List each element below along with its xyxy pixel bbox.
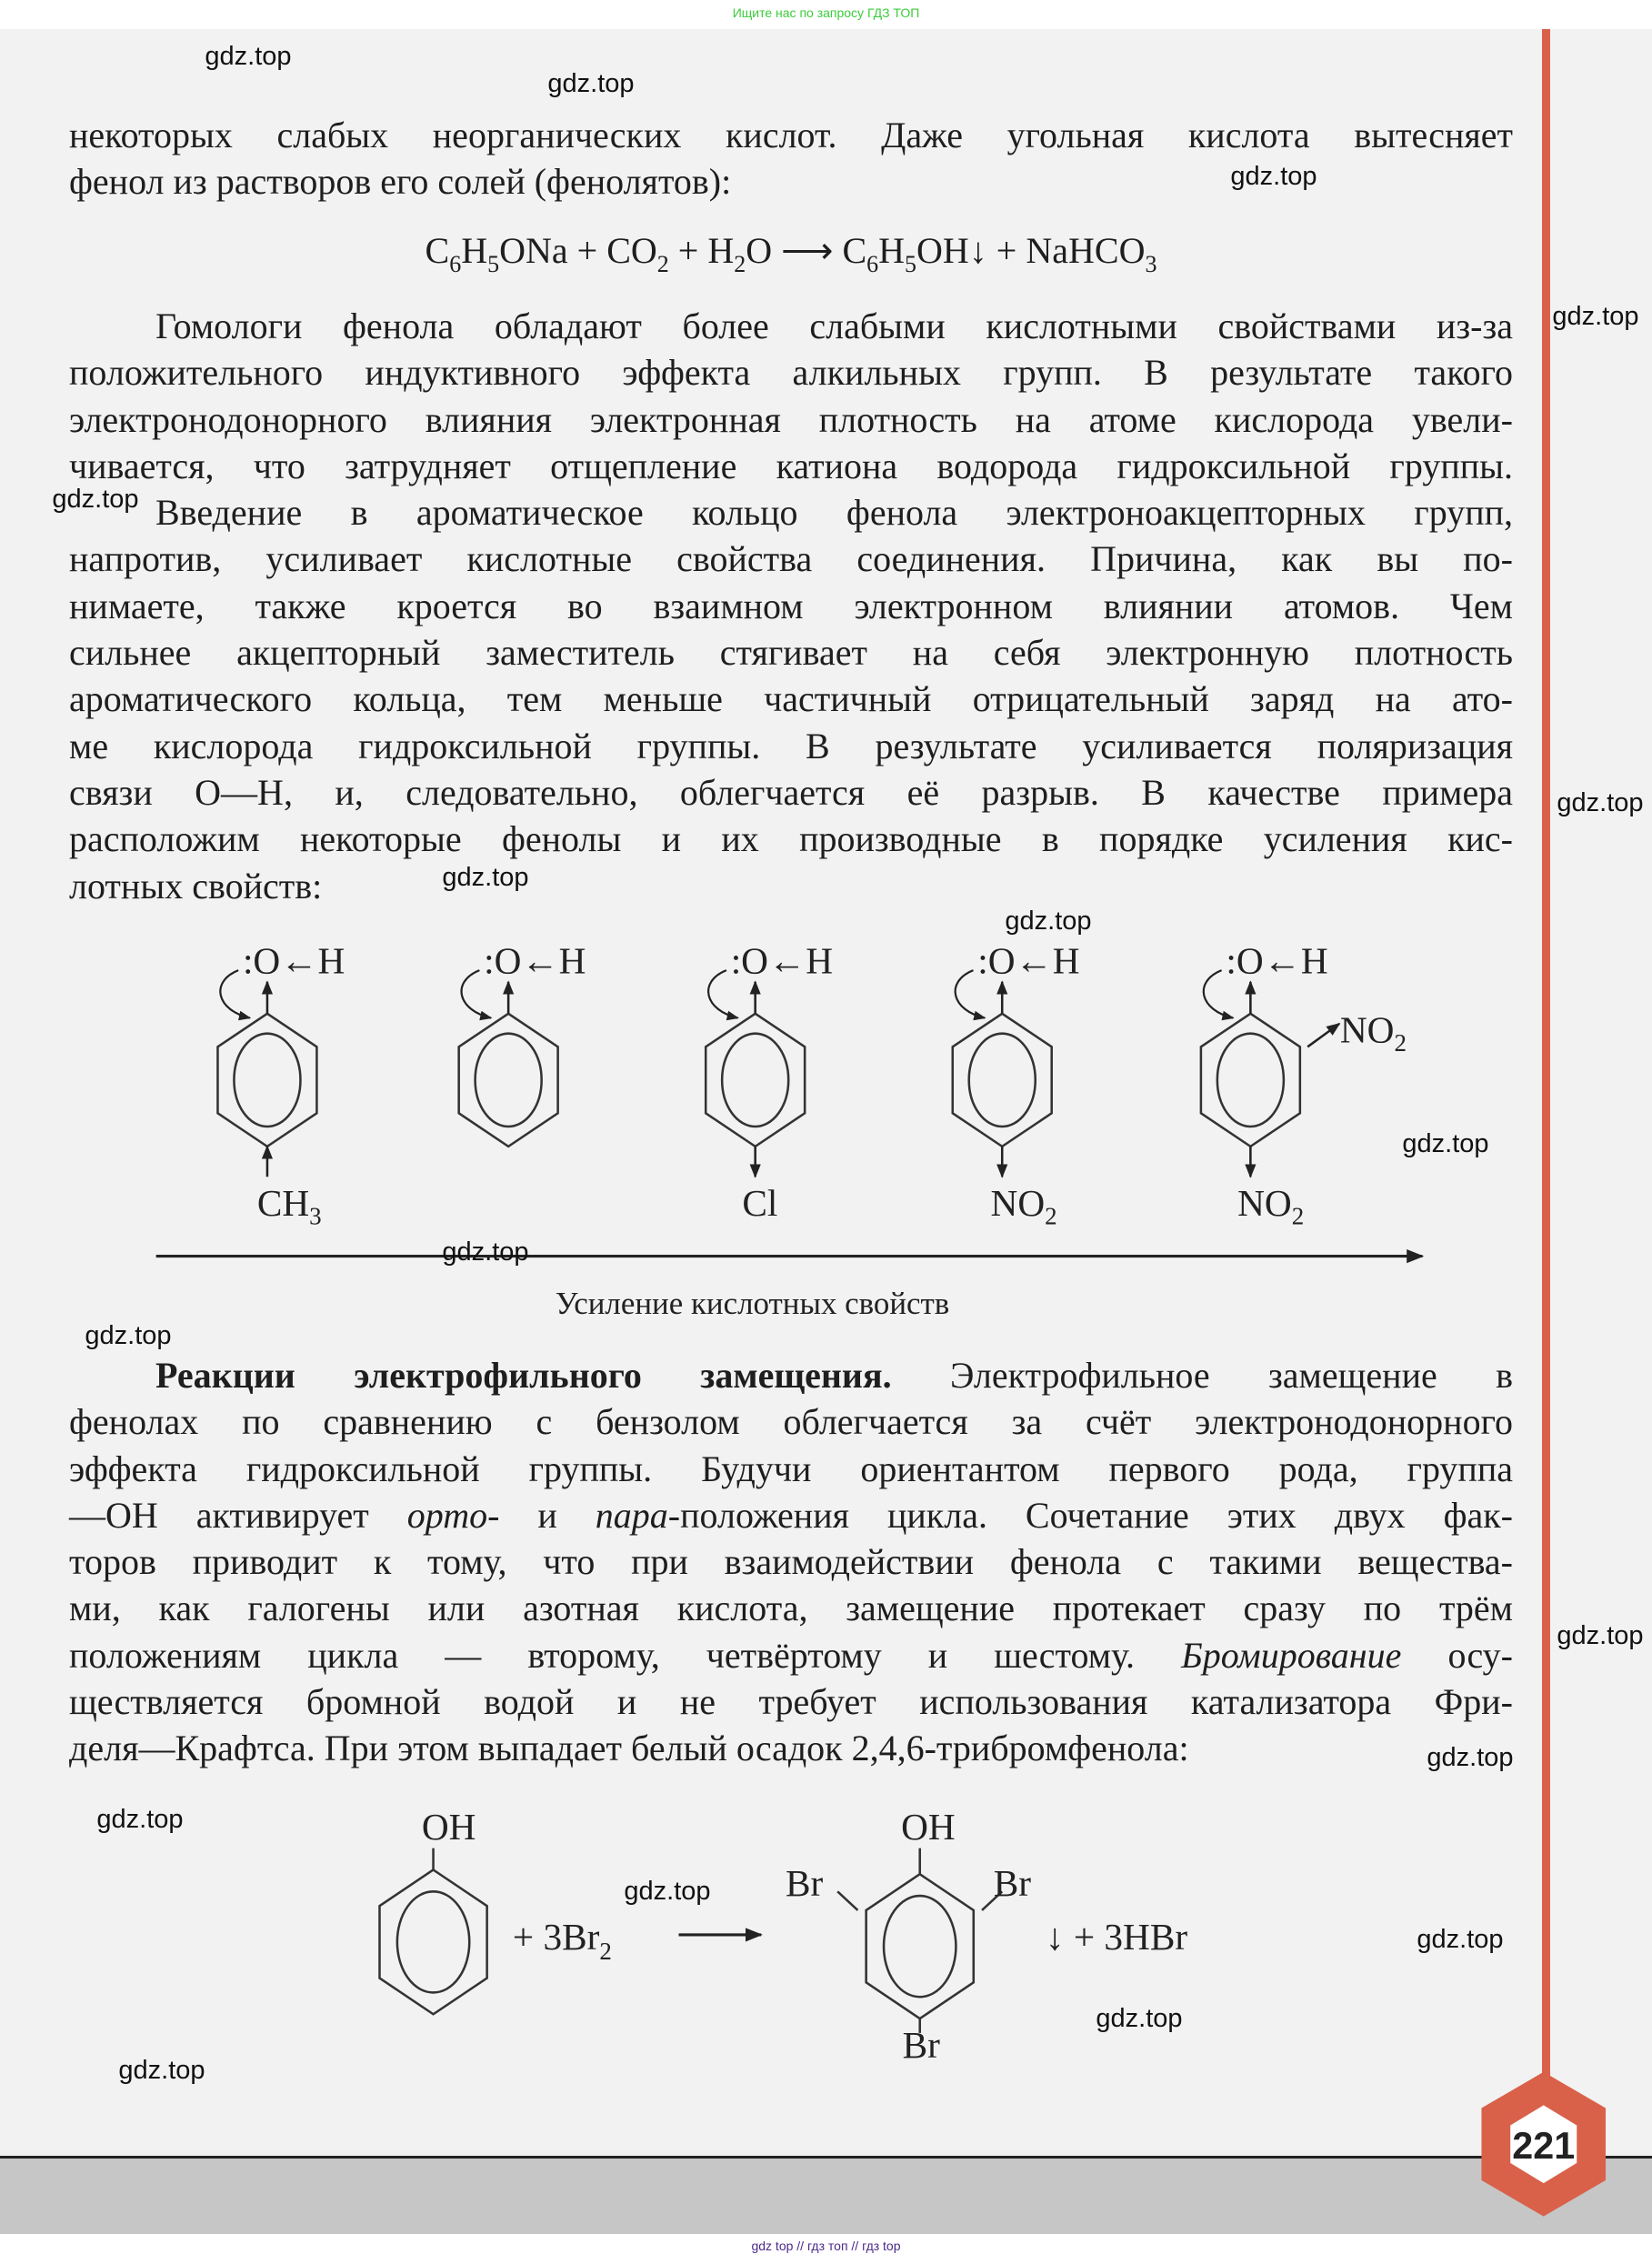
italic-term: Бромирование [1181, 1634, 1402, 1676]
aromatic-circle [722, 1034, 788, 1127]
formula-part: H [878, 230, 906, 271]
watermark: gdz.top [442, 1237, 529, 1267]
aromatic-circle [234, 1034, 300, 1127]
br-label-ortho-left: Br [786, 1862, 824, 1905]
watermark: gdz.top [205, 42, 292, 71]
search-banner[interactable]: Ищите нас по запросу ГДЗ ТОП [732, 5, 920, 20]
text-segment: —OH активирует [69, 1494, 407, 1536]
watermark: gdz.top [1005, 907, 1092, 936]
aromatic-circle [476, 1034, 542, 1127]
italic-term: орто [406, 1494, 488, 1536]
watermark: gdz.top [442, 863, 529, 892]
aromatic-circle [397, 1891, 469, 1992]
watermark: gdz.top [1096, 2004, 1183, 2033]
formula-part: H [461, 230, 488, 271]
label-no2-para-2: $NO_2$ [1237, 1182, 1305, 1230]
reagent-bromine: + $3Br_2$ [512, 1915, 612, 1965]
watermark: gdz.top [96, 1805, 184, 1834]
text-segment: эффекта гидроксильной группы. Будучи ориентантом первого рода, группа [69, 1448, 1513, 1489]
watermark: gdz.top [1552, 302, 1639, 331]
formula-subscript: 6 [449, 251, 462, 277]
footer-links[interactable]: gdz top // гдз топ // гдз top [751, 2239, 901, 2253]
oh-group-label: :O←H [730, 939, 834, 982]
formula-subscript: 5 [487, 251, 500, 277]
text-segment: фенол из растворов его солей (фенолятов): [69, 161, 732, 203]
text-segment: положительного индуктивного эффекта алкильных групп. В результате такого [69, 352, 1513, 394]
label-ch3: $CH_3$ [256, 1182, 322, 1230]
formula-part: OH↓ + NaHCO [916, 230, 1146, 271]
text-segment: сильнее акцепторный заместитель стягивает на себя электронную плотность [69, 632, 1513, 674]
watermark: gdz.top [1427, 1743, 1514, 1772]
aromatic-circle [1217, 1034, 1284, 1127]
text-segment: Гомологи фенола обладают более слабыми кислотными свойствами из-за [155, 306, 1513, 346]
text-segment: -положения цикла. Сочетание этих двух фак- [667, 1494, 1513, 1536]
aromatic-circle [969, 1034, 1036, 1127]
formula-part: ONa + CO [499, 230, 657, 271]
italic-term: пара [595, 1494, 668, 1536]
text-segment: расположим некоторые фенолы и их производные в порядке усиления кис- [69, 818, 1513, 860]
watermark: gdz.top [547, 69, 635, 98]
label-no2-para-1: $NO_2$ [990, 1182, 1057, 1230]
watermark: gdz.top [1557, 1621, 1644, 1650]
text-segment: лотных свойств: [69, 865, 323, 907]
page-number-badge [1481, 2072, 1606, 2217]
product-oh-label: OH [901, 1806, 956, 1848]
bold-heading: Реакции электрофильного замещения. [155, 1355, 892, 1396]
formula-subscript: 2 [734, 251, 746, 277]
br-label-ortho-right: Br [993, 1862, 1031, 1905]
watermark: gdz.top [85, 1321, 172, 1350]
aromatic-circle [884, 1896, 956, 1997]
text-segment: деля—Крафтса. При этом выпадает белый осадок 2,4,6-трибромфенола: [69, 1728, 1189, 1769]
label-no2-ortho: $NO_2$ [1339, 1008, 1407, 1057]
text-segment: ме кислорода гидроксильной группы. В результате усиливается поляризация [69, 725, 1513, 766]
text-segment: связи O—H, и, следовательно, облегчается её разрыв. В качестве примера [69, 771, 1513, 813]
formula-subscript: 2 [656, 251, 669, 277]
text-segment: Введение в ароматическое кольцо фенола электроноакцепторных групп, [155, 492, 1513, 534]
text-segment: ми, как галогены или азотная кислота, замещение протекает сразу по трём [69, 1588, 1513, 1629]
oh-group-label: :O←H [242, 939, 345, 982]
scheme-caption: Усиление кислотных свойств [555, 1286, 950, 1322]
products-hbr: ↓ + 3HBr [1045, 1915, 1188, 1958]
text-segment: осу- [1401, 1634, 1513, 1676]
label-cl: Cl [742, 1182, 778, 1225]
text-segment: ароматического кольца, тем меньше частичный отрицательный заряд на ато- [69, 678, 1513, 720]
br-label-para: Br [902, 2023, 940, 2066]
text-segment: фенолах по сравнению с бензолом облегчается за счёт электронодонорного [69, 1401, 1513, 1443]
formula-subscript: 5 [905, 251, 917, 277]
bond-arrow-ortho [1307, 1024, 1339, 1047]
watermark: gdz.top [52, 485, 139, 514]
oh-group-label: :O←H [484, 939, 586, 982]
text-segment: ществляется бромной водой и не требует использования катализатора Фри- [69, 1681, 1513, 1723]
text-segment: напротив, усиливает кислотные свойства соединения. Причина, как вы по- [69, 538, 1513, 580]
watermark: gdz.top [1557, 788, 1644, 817]
watermark: gdz.top [1230, 162, 1317, 191]
oh-group-label: :O←H [977, 939, 1080, 982]
formula-part: + H [668, 230, 735, 271]
watermark: gdz.top [1402, 1129, 1489, 1158]
br-bond-left [837, 1891, 857, 1910]
oh-group-label: :O←H [1226, 939, 1328, 982]
formula-part: C [425, 230, 450, 271]
acidity-scheme [217, 939, 1339, 1177]
formula-subscript: 6 [866, 251, 879, 277]
watermark: gdz.top [1417, 1925, 1504, 1954]
text-segment: - и [487, 1494, 596, 1536]
text-segment: положениям цикла — второму, четвёртому и шестому. [69, 1634, 1182, 1676]
page-number: 221 [1512, 2125, 1576, 2168]
text-segment: торов приводит к тому, что при взаимодействии фенола с такими вещества- [69, 1541, 1513, 1583]
phenol-oh-label: OH [421, 1806, 476, 1848]
text-segment: некоторых слабых неорганических кислот. Даже угольная кислота вытесняет [69, 115, 1513, 155]
formula-part: O ⟶ C [746, 230, 867, 271]
watermark: gdz.top [624, 1877, 711, 1906]
text-segment: электронодонорного влияния электронная плотность на атоме кислорода увели- [69, 398, 1513, 440]
formula-subscript: 3 [1145, 251, 1157, 277]
text-segment: Электрофильное замещение в [891, 1355, 1513, 1396]
text-segment: нимаете, также кроется во взаимном электронном влиянии атомов. Чем [69, 585, 1513, 626]
text-segment: чивается, что затрудняет отщепление катиона водорода гидроксильной группы. [69, 445, 1513, 486]
watermark: gdz.top [118, 2056, 205, 2085]
